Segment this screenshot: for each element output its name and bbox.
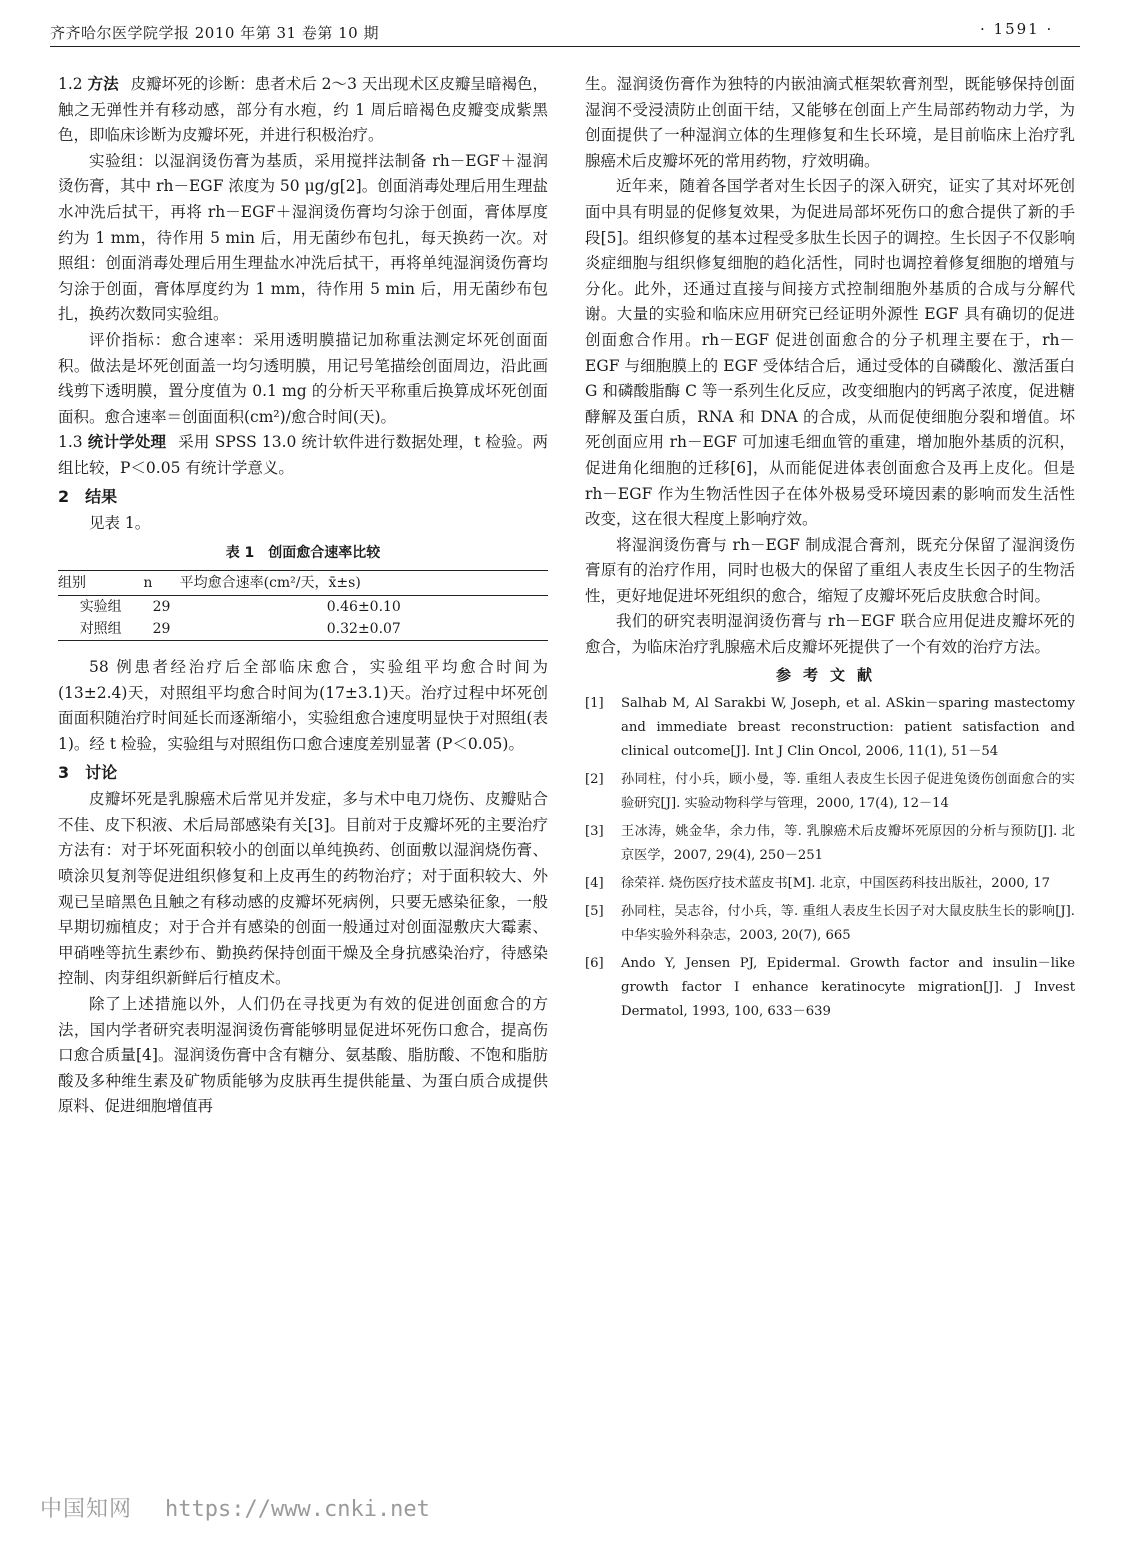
experiment-group-paragraph: 实验组：以湿润烫伤膏为基质，采用搅拌法制备 rh－EGF＋湿润烫伤膏，其中 rh－EGF 浓度为 50 μg/g[2]。创面消毒处理后用生理盐水冲洗后拭干，再将 rh－EGF＋湿润烫伤膏均匀涂于创面，膏体厚度约为 1 mm，待作用 5 min 后，用无菌纱布包扎，每天换药一次。对照组：创面消毒处理后用生理盐水冲洗后拭干，再将单纯湿润烫伤膏均匀涂于创面，膏体厚度约为 1 mm，待作用 5 min 后，用无菌纱布包扎，换药次数同实验组。 — [58, 151, 548, 324]
cnki-logo: 中国知网 — [40, 1497, 133, 1522]
conclusion-paragraph: 我们的研究表明湿润烫伤膏与 rh－EGF 联合应用促进皮瓣坏死的愈合，为临床治疗乳腺癌术后皮瓣坏死提供了一个有效的治疗方法。 — [585, 612, 1075, 657]
reference-item — [585, 872, 1075, 896]
cnki-watermark — [40, 1492, 430, 1523]
table-row — [58, 596, 548, 619]
cnki-url[interactable]: https://www.cnki.net — [165, 1497, 430, 1522]
header-rule — [50, 46, 1080, 47]
table-cell: 对照组 — [58, 618, 143, 641]
section-1-2-number: 1.2 — [58, 75, 83, 93]
table-cell: 29 — [152, 599, 171, 616]
table-row — [58, 618, 548, 641]
right-column — [585, 72, 1075, 1028]
evaluation-paragraph: 评价指标：愈合速率：采用透明膜描记加称重法测定坏死创面面积。做法是坏死创面盖一均匀透明膜，用记号笔描绘创面周边，沿此画线剪下透明膜，置分度值为 0.1 mg 的分析天平称重后换算成坏死创面面积。愈合速率＝创面面积(cm²)/愈合时间(天)。 — [58, 330, 548, 426]
reference-text: 徐荣祥. 烧伤医疗技术蓝皮书[M]. 北京，中国医药科技出版社，2000, 17 — [621, 876, 1050, 892]
journal-header: 齐齐哈尔医学院学报 2010 年第 31 卷第 10 期 — [50, 24, 379, 42]
section-2-heading: 2 结果 — [58, 486, 118, 506]
table-cell: 0.32±0.07 — [180, 618, 548, 641]
growth-factor-paragraph: 近年来，随着各国学者对生长因子的深入研究，证实了其对坏死创面中具有明显的促修复效果，为促进局部坏死伤口的愈合提供了新的手段[5]。组织修复的基本过程受多肽生长因子的调控。生长因子不仅影响炎症细胞与组织修复细胞的趋化活性，同时也调控着修复细胞的增殖与分化。此外，还通过直接与间接方式控制细胞外基质的合成与分解代谢。大量的实验和临床应用研究已经证明外源性 EGF 具有确切的促进创面愈合作用。rh－EGF 促进创面愈合的分子机理主要在于，rh－EGF 与细胞膜上的 EGF 受体结合后，通过受体的自磷酸化、激活蛋白 G 和磷酸脂酶 C 等一系列生化反应，改变细胞内的钙离子浓度，促进糖酵解及蛋白质，RNA 和 DNA 的合成，从而促使细胞分裂和增值。坏死创面应用 rh－EGF 可加速毛细血管的重建，增加胞外基质的沉积，促进角化细胞的迁移[6]，从而能促进体表创面愈合及再上皮化。但是 rh－EGF 作为生物活性因子在体外极易受环境因素的影响而发生活性改变，这在很大程度上影响疗效。 — [585, 177, 1075, 529]
section-1-3-number: 1.3 — [58, 433, 83, 452]
section-1-2 — [58, 72, 548, 149]
reference-number: [5] — [585, 904, 604, 920]
left-column — [58, 72, 548, 1120]
reference-item — [585, 820, 1075, 868]
results-paragraph: 58 例患者经治疗后全部临床愈合，实验组平均愈合时间为(13±2.4)天，对照组平均愈合时间为(17±3.1)天。治疗过程中坏死创面面积随治疗时间延长而逐渐缩小，实验组愈合速度明显快于对照组(表 1)。经 t 检验，实验组与对照组伤口愈合速度差别显著 (P＜0.05)。 — [58, 658, 548, 754]
table-header-rate: 平均愈合速率(cm²/天，x̄±s) — [180, 571, 548, 596]
table-header-n: n — [143, 571, 179, 596]
reference-text: 王冰涛，姚金华，余力伟，等. 乳腺癌术后皮瓣坏死原因的分析与预防[J]. 北京医学，2007, 29(4), 250－251 — [621, 824, 1075, 864]
discussion-paragraph-2: 除了上述措施以外，人们仍在寻找更为有效的促进创面愈合的方法，国内学者研究表明湿润烫伤膏能够明显促进坏死伤口愈合，提高伤口愈合质量[4]。湿润烫伤膏中含有糖分、氨基酸、脂肪酸、不饱和脂肪酸及多种维生素及矿物质能够为皮肤再生提供能量、为蛋白质合成提供原料、促进细胞增值再 — [58, 995, 548, 1116]
reference-text: Salhab M, Al Sarakbi W, Joseph, et al. ASkin－sparing mastectomy and immediate breast reconstruction: patient satisfaction and clinical outcome[J]. Int J Clin Oncol, 2006, 11(1), 51－54 — [621, 696, 1075, 760]
section-1-2-text: 皮瓣坏死的诊断：患者术后 2～3 天出现术区皮瓣呈暗褐色，触之无弹性并有移动感，部分有水疱，约 1 周后暗褐色皮瓣变成紫黑色，即临床诊断为皮瓣坏死，并进行积极治疗。 — [58, 75, 548, 145]
section-1-2-title: 方法 — [87, 75, 119, 93]
table-header-group: 组别 — [58, 571, 143, 596]
see-table-text: 见表 1。 — [89, 514, 151, 533]
section-1-3 — [58, 430, 548, 481]
results-table — [58, 570, 548, 641]
page-number: · 1591 · — [980, 20, 1054, 38]
table-cell: 29 — [143, 618, 179, 641]
mixture-paragraph: 将湿润烫伤膏与 rh－EGF 制成混合膏剂，既充分保留了湿润烫伤膏原有的治疗作用，同时也极大的保留了重组人表皮生长因子的生物活性，更好地促进坏死组织的愈合，缩短了皮瓣坏死后皮肤愈合时间。 — [585, 535, 1075, 605]
reference-item — [585, 952, 1075, 1024]
reference-number: [6] — [585, 956, 604, 972]
references-title: 参考文献 — [775, 665, 884, 684]
section-1-3-text: 采用 SPSS 13.0 统计软件进行数据处理，t 检验。两组比较，P＜0.05 有统计学意义。 — [58, 433, 548, 477]
table-cell: 0.46±0.10 — [326, 599, 401, 616]
reference-list — [585, 692, 1075, 1024]
continued-paragraph: 生。湿润烫伤膏作为独特的内嵌油滴式框架软膏剂型，既能够保持创面湿润不受浸渍防止创面干结，又能够在创面上产生局部药物动力学，为创面提供了一种湿润立体的生理修复和生长环境，是目前临床上治疗乳腺癌术后皮瓣坏死的常用药物，疗效明确。 — [585, 75, 1075, 170]
reference-number: [2] — [585, 772, 604, 788]
reference-text: 孙同柱，吴志谷，付小兵，等. 重组人表皮生长因子对大鼠皮肤生长的影响[J]. 中华实验外科杂志，2003, 20(7), 665 — [621, 904, 1075, 944]
table-caption: 表 1 创面愈合速率比较 — [225, 544, 381, 561]
section-1-3-title: 统计学处理 — [87, 433, 167, 452]
discussion-paragraph-1: 皮瓣坏死是乳腺癌术后常见并发症，多与术中电刀烧伤、皮瓣贴合不佳、皮下积液、术后局部感染有关[3]。目前对于皮瓣坏死的主要治疗方法有：对于坏死面积较小的创面以单纯换药、创面敷以湿润烧伤膏、喷涂贝复剂等促进组织修复和上皮再生的药物治疗；对于面积较大、外观已呈暗黑色且触之有移动感的皮瓣坏死病例，只要无感染征象，一般早期切痂植皮；对于合并有感染的创面一般通过对创面湿敷庆大霉素、甲硝唑等抗生素纱布、勤换药保持创面干燥及全身抗感染治疗，待感染控制、肉芽组织新鲜后行植皮术。 — [58, 790, 548, 988]
reference-number: [1] — [585, 696, 604, 712]
reference-text: 孙同柱，付小兵，顾小曼，等. 重组人表皮生长因子促进兔烫伤创面愈合的实验研究[J]. 实验动物科学与管理，2000, 17(4), 12－14 — [621, 772, 1075, 812]
reference-item — [585, 900, 1075, 948]
table-header-row — [58, 571, 548, 596]
reference-text: Ando Y, Jensen PJ, Epidermal. Growth factor and insulin－like growth factor I enhance keratinocyte migration[J]. J Invest Dermatol, 1993, 100, 633－639 — [621, 956, 1075, 1020]
reference-number: [3] — [585, 824, 604, 840]
reference-number: [4] — [585, 876, 604, 892]
table-cell: 实验组 — [79, 599, 122, 616]
reference-item — [585, 692, 1075, 764]
section-3-heading: 3 讨论 — [58, 762, 118, 782]
reference-item — [585, 768, 1075, 816]
